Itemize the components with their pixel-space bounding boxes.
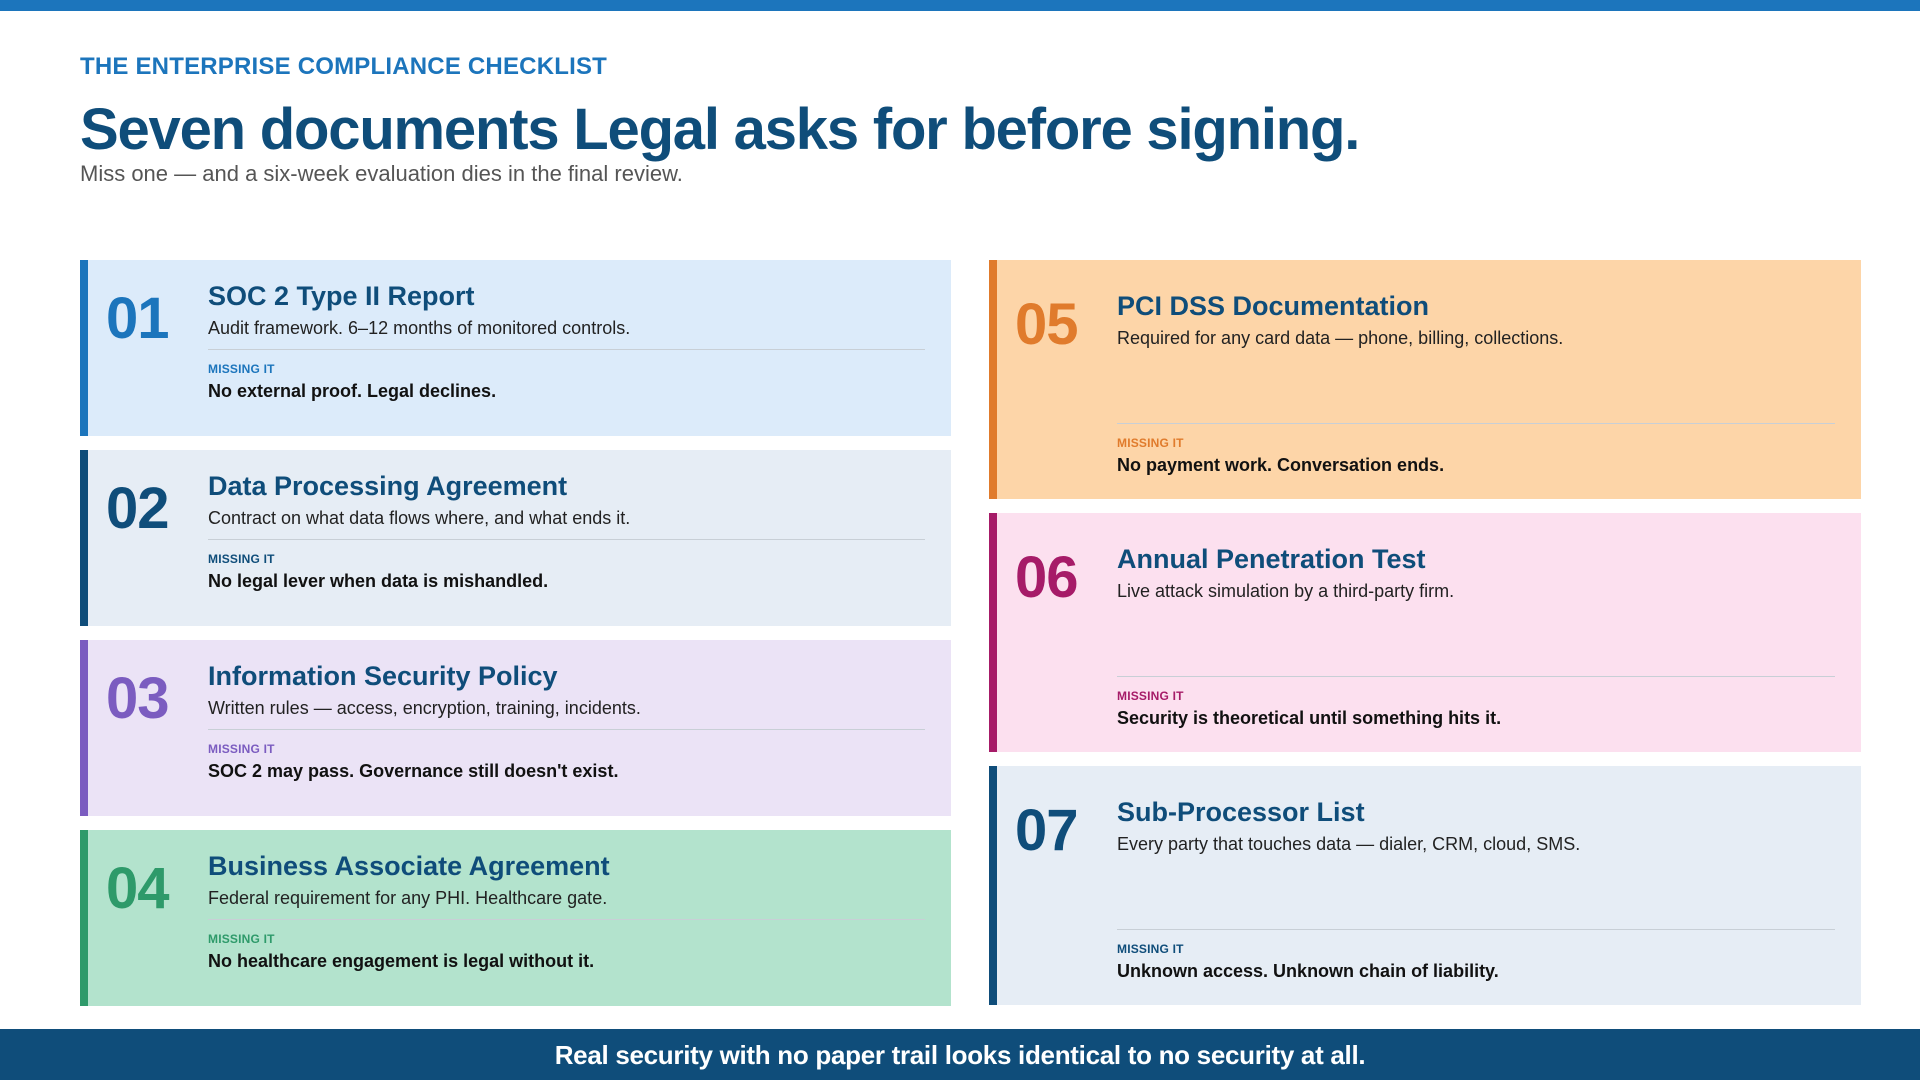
missing-label: MISSING IT bbox=[1117, 689, 1184, 704]
checklist-card-06 bbox=[989, 513, 1861, 752]
checklist-card-01 bbox=[80, 260, 951, 436]
missing-consequence: SOC 2 may pass. Governance still doesn't exist. bbox=[208, 761, 619, 782]
checklist-card-04 bbox=[80, 830, 951, 1006]
card-number: 05 bbox=[1015, 292, 1078, 357]
card-divider bbox=[208, 729, 925, 730]
checklist-card-07 bbox=[989, 766, 1861, 1005]
card-divider bbox=[1117, 676, 1835, 677]
missing-label: MISSING IT bbox=[208, 932, 275, 947]
footer-banner bbox=[0, 1029, 1920, 1080]
top-accent-bar bbox=[0, 0, 1920, 11]
missing-label: MISSING IT bbox=[208, 362, 275, 377]
card-title: Business Associate Agreement bbox=[208, 851, 610, 881]
footer-tagline: Real security with no paper trail looks identical to no security at all. bbox=[554, 1040, 1366, 1070]
checklist-card-02 bbox=[80, 450, 951, 626]
card-number: 07 bbox=[1015, 798, 1078, 863]
missing-consequence: No legal lever when data is mishandled. bbox=[208, 571, 549, 592]
card-title: Data Processing Agreement bbox=[208, 471, 568, 501]
missing-consequence: Security is theoretical until something hits it. bbox=[1117, 708, 1502, 729]
missing-label: MISSING IT bbox=[1117, 436, 1184, 451]
card-divider bbox=[1117, 423, 1835, 424]
card-title: Information Security Policy bbox=[208, 661, 558, 691]
card-description: Contract on what data flows where, and what ends it. bbox=[208, 508, 631, 529]
card-description: Written rules — access, encryption, training, incidents. bbox=[208, 698, 641, 719]
card-number: 02 bbox=[106, 476, 169, 541]
card-description: Required for any card data — phone, billing, collections. bbox=[1117, 328, 1564, 349]
missing-label: MISSING IT bbox=[208, 742, 275, 757]
page-title: Seven documents Legal asks for before signing. bbox=[80, 97, 1360, 162]
card-divider bbox=[208, 919, 925, 920]
missing-consequence: No external proof. Legal declines. bbox=[208, 381, 497, 402]
card-divider bbox=[1117, 929, 1835, 930]
card-number: 06 bbox=[1015, 545, 1078, 610]
missing-consequence: Unknown access. Unknown chain of liability. bbox=[1117, 961, 1499, 982]
card-title: SOC 2 Type II Report bbox=[208, 281, 475, 311]
card-description: Every party that touches data — dialer, CRM, cloud, SMS. bbox=[1117, 834, 1581, 855]
page-subtitle: Miss one — and a six-week evaluation dies in the final review. bbox=[80, 161, 683, 186]
card-title: PCI DSS Documentation bbox=[1117, 291, 1430, 321]
eyebrow-label: THE ENTERPRISE COMPLIANCE CHECKLIST bbox=[80, 53, 608, 80]
card-number: 01 bbox=[106, 286, 169, 351]
card-divider bbox=[208, 349, 925, 350]
missing-consequence: No payment work. Conversation ends. bbox=[1117, 455, 1445, 476]
card-description: Live attack simulation by a third-party firm. bbox=[1117, 581, 1455, 602]
card-divider bbox=[208, 539, 925, 540]
card-description: Federal requirement for any PHI. Healthcare gate. bbox=[208, 888, 608, 909]
missing-label: MISSING IT bbox=[1117, 942, 1184, 957]
missing-consequence: No healthcare engagement is legal without it. bbox=[208, 951, 595, 972]
missing-label: MISSING IT bbox=[208, 552, 275, 567]
card-description: Audit framework. 6–12 months of monitored controls. bbox=[208, 318, 631, 339]
card-title: Sub-Processor List bbox=[1117, 797, 1365, 827]
card-number: 04 bbox=[106, 856, 169, 921]
card-number: 03 bbox=[106, 666, 169, 731]
checklist-card-05 bbox=[989, 260, 1861, 499]
checklist-card-03 bbox=[80, 640, 951, 816]
card-title: Annual Penetration Test bbox=[1117, 544, 1426, 574]
